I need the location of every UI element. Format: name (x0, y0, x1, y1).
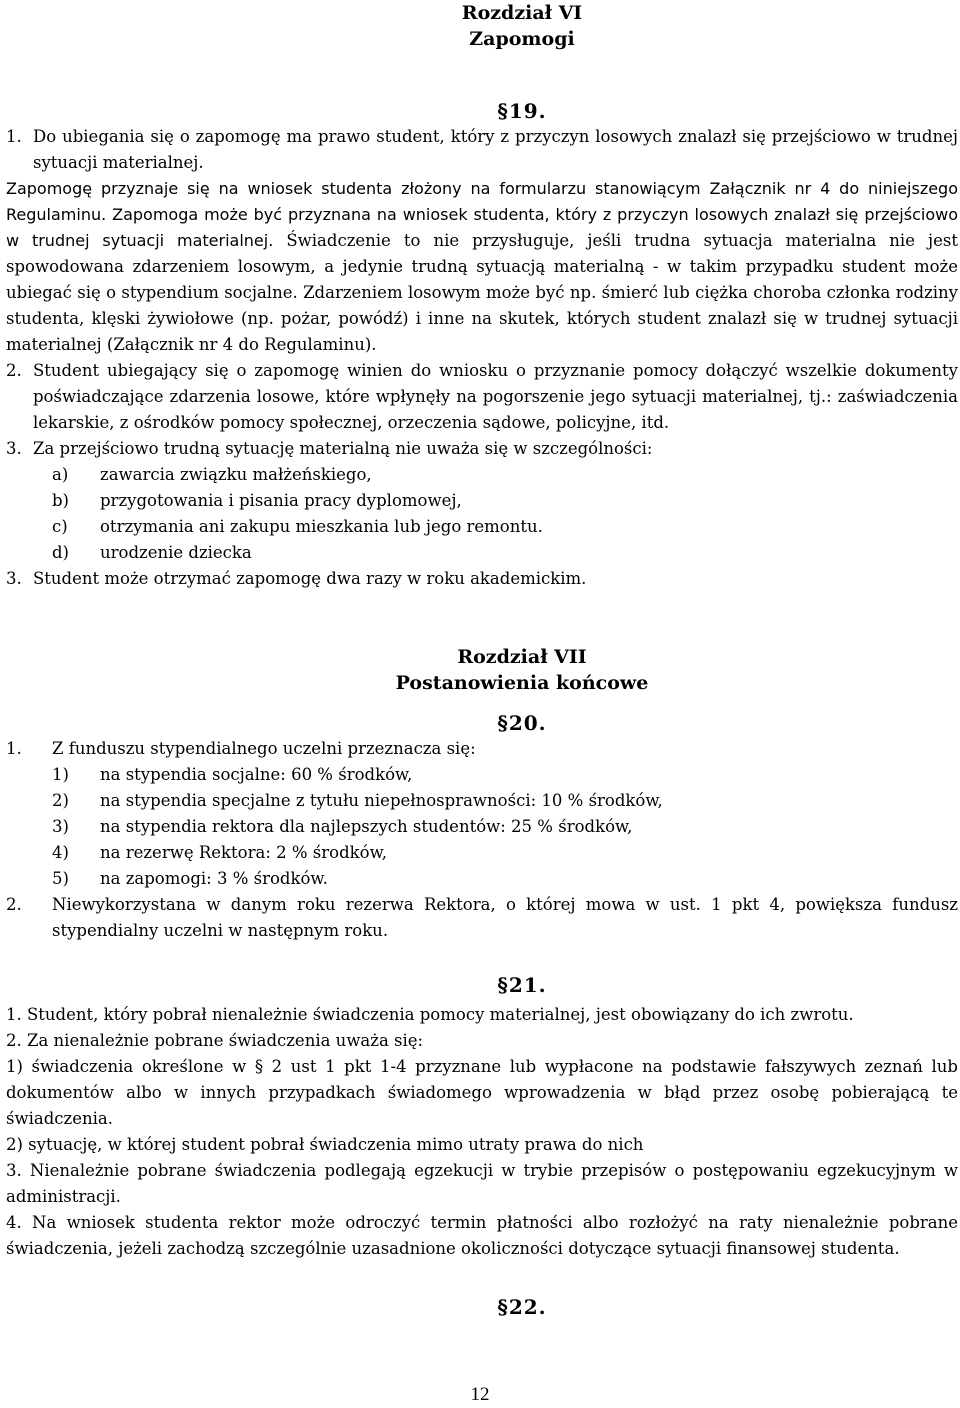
list-item-text: na stypendia rektora dla najlepszych studentów: 25 % środków, (100, 817, 633, 836)
list-item-text: przygotowania i pisania pracy dyplomowej, (100, 491, 462, 510)
chapter-title: Rozdział VI (461, 2, 583, 24)
document-page (6, 0, 958, 1320)
section-19-mark: §19. (497, 99, 547, 123)
section-19-paragraph-3 (6, 436, 958, 462)
paragraph-number: 2. (6, 895, 22, 914)
section-21-paragraph-2-point-1: 1) świadczenia określone w § 2 ust 1 pkt 1-4 przyznane lub wypłacone na podstawie fałszywych zeznań lub dokumentów albo w innych przypadkach świadomego wprowadzenia w błąd przez osobę pobierającą te świadczenia. (6, 1057, 958, 1128)
list-item-marker: 5) (52, 869, 69, 888)
list-item (6, 840, 958, 866)
paragraph-text-c: Świadczenie to nie przysługuje, jeśli trudna sytuacja materialna nie jest spowodowana zdarzeniem losowym, a jedynie trudną sytuacją materialną - w takim przypadku student może ubiegać się o stypendium socjalne. Zdarzeniem losowym może być np. śmierć lub ciężka choroba członka rodziny studenta, klęski żywiołowe (np. pożar, powódź) i inne na skutek, których student znalazł się w trudnej sytuacji materialnej (Załącznik nr 4 do Regulaminu). (6, 231, 958, 354)
chapter-title: Rozdział VII (457, 646, 587, 668)
page-number: 12 (470, 1384, 490, 1405)
list-item-marker: 3) (52, 817, 69, 836)
list-item-marker: c) (52, 517, 68, 536)
paragraph-number: 3. (6, 439, 22, 458)
list-item (6, 814, 958, 840)
paragraph-number: 3. (6, 569, 22, 588)
list-item-marker: 2) (52, 791, 69, 810)
paragraph-text-b: Zapomogę przyznaje się na wniosek studenta złożony na formularzu stanowiącym Załącznik nr 4 do niniejszego Regulaminu. Zapomoga może być przyznana na wniosek studenta, który z przyczyn losowych znalazł się przejściowo w trudnej sytuacji materialnej. (6, 179, 958, 250)
section-21-paragraph-2: 2. Za nienależnie pobrane świadczenia uważa się: (6, 1031, 424, 1050)
paragraph-text: Student może otrzymać zapomogę dwa razy w roku akademickim. (33, 569, 587, 588)
section-21-paragraph-2-point-2: 2) sytuację, w której student pobrał świadczenia mimo utraty prawa do nich (6, 1135, 644, 1154)
paragraph-number: 1. (6, 739, 22, 758)
section-20-paragraph-2 (6, 892, 958, 944)
list-item-marker: d) (52, 543, 69, 562)
list-item-text: na stypendia specjalne z tytułu niepełnosprawności: 10 % środków, (100, 791, 663, 810)
list-item-marker: 4) (52, 843, 69, 862)
paragraph-body (33, 124, 958, 176)
list-item-text: urodzenie dziecka (100, 543, 252, 562)
list-item-marker: b) (52, 491, 69, 510)
list-item (6, 866, 958, 892)
chapter-subtitle: Postanowienia końcowe (395, 672, 649, 694)
paragraph-number: 1. (6, 127, 22, 146)
paragraph-text-a: Do ubiegania się o zapomogę ma prawo student, który z przyczyn losowych znalazł się przejściowo w trudnej sytuacji materialnej. (33, 127, 958, 172)
list-item-text: na zapomogi: 3 % środków. (100, 869, 328, 888)
paragraph-text: Student ubiegający się o zapomogę winien do wniosku o przyznanie pomocy dołączyć wszelkie dokumenty poświadczające zdarzenia losowe, które wpłynęły na pogorszenie jego sytuacji materialnej, tj.: zaświadczenia lekarskie, z ośrodków pomocy społecznej, orzeczenia sądowe, policyjne, itd. (33, 361, 958, 432)
list-item-text: na stypendia socjalne: 60 % środków, (100, 765, 413, 784)
paragraph-text: Z funduszu stypendialnego uczelni przeznacza się: (52, 739, 476, 758)
list-item (6, 540, 958, 566)
section-21-mark: §21. (497, 973, 547, 997)
section-19-paragraph-1 (6, 124, 958, 176)
section-20-mark: §20. (497, 711, 547, 735)
chapter-7-heading (6, 644, 958, 696)
list-item-text: zawarcia związku małżeńskiego, (100, 465, 372, 484)
chapter-subtitle: Zapomogi (469, 28, 575, 50)
paragraph-number: 2. (6, 361, 22, 380)
list-item-text: na rezerwę Rektora: 2 % środków, (100, 843, 387, 862)
list-item-marker: a) (52, 465, 69, 484)
list-item (6, 762, 958, 788)
section-19-paragraph-1-continued (6, 176, 958, 358)
section-21-paragraph-3: 3. Nienależnie pobrane świadczenia podlegają egzekucji w trybie przepisów o postępowaniu egzekucyjnym w administracji. (6, 1161, 958, 1206)
chapter-6-heading (6, 0, 958, 52)
list-item (6, 514, 958, 540)
section-20-paragraph-1 (6, 736, 958, 762)
section-22-mark: §22. (497, 1295, 547, 1319)
paragraph-text: Za przejściowo trudną sytuację materialną nie uważa się w szczególności: (33, 439, 653, 458)
section-21-paragraph-4: 4. Na wniosek studenta rektor może odroczyć termin płatności albo rozłożyć na raty nienależnie pobrane świadczenia, jeżeli zachodzą szczególnie uzasadnione okoliczności dotyczące sytuacji finansowej studenta. (6, 1213, 958, 1258)
list-item (6, 488, 958, 514)
section-19-paragraph-4 (6, 566, 958, 592)
list-item (6, 462, 958, 488)
list-item (6, 788, 958, 814)
paragraph-text: Niewykorzystana w danym roku rezerwa Rektora, o której mowa w ust. 1 pkt 4, powiększa fundusz stypendialny uczelni w następnym roku. (52, 895, 958, 940)
section-19-paragraph-2 (6, 358, 958, 436)
list-item-text: otrzymania ani zakupu mieszkania lub jego remontu. (100, 517, 543, 536)
list-item-marker: 1) (52, 765, 69, 784)
section-21-paragraph-1: 1. Student, który pobrał nienależnie świadczenia pomocy materialnej, jest obowiązany do ich zwrotu. (6, 1005, 854, 1024)
